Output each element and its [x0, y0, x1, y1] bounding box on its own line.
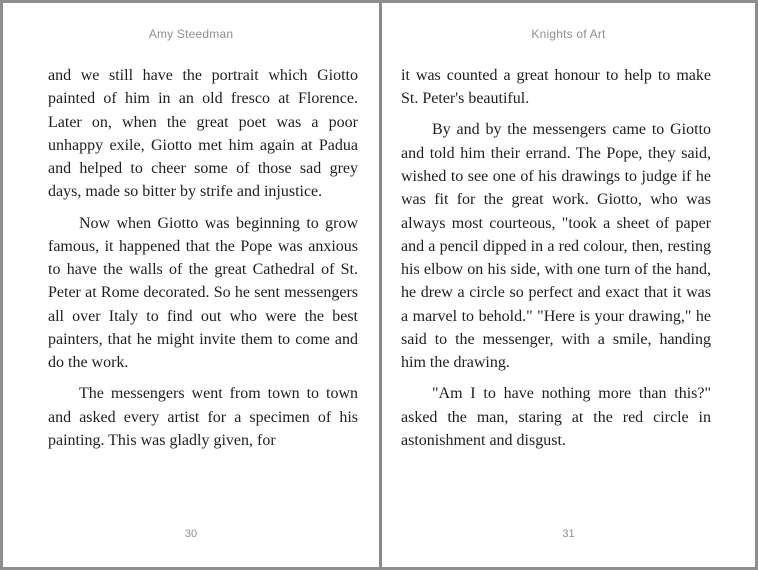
left-page-text — [48, 64, 358, 460]
left-paragraph-2: Now when Giotto was beginning to grow famous, it happened that the Pope was anxious to have the walls of the great Cathedral of St. Peter at Rome decorated. So he sent messengers all over Italy to find out who were the best painters, that he might invite them to come and do the work. — [48, 214, 358, 372]
right-page-text — [401, 64, 711, 460]
right-paragraph-1: it was counted a great honour to help to make St. Peter's beautiful. — [401, 67, 711, 108]
left-paragraph-3: The messengers went from town to town and asked every artist for a specimen of his painting. This was gladly given, for — [48, 385, 358, 450]
left-page-number: 30 — [184, 528, 198, 540]
left-page[interactable] — [3, 3, 379, 567]
right-running-head-title: Knights of Art — [531, 27, 606, 41]
left-paragraph-1: and we still have the portrait which Giotto painted of him in an old fresco at Florence. Later on, when the great poet was a poor unhappy exile, Giotto met him again at Padua and helped to cheer some of those sad grey days, made so bitter by strife and injustice. — [48, 67, 358, 201]
right-page[interactable] — [382, 3, 755, 567]
right-paragraph-2: By and by the messengers came to Giotto and told him their errand. The Pope, they said, wished to see one of his drawings to judge if he was fit for the great work. Giotto, who was always most courteous, "took a sheet of paper and a pencil dipped in a red colour, then, resting his elbow on his side, with one turn of the hand, he drew a circle so perfect and exact that it was a marvel to behold." "Here is your drawing," he said to the messenger, with a smile, handing him the drawing. — [401, 121, 711, 372]
right-page-number: 31 — [562, 528, 575, 540]
left-running-head-author: Amy Steedman — [148, 27, 234, 41]
right-paragraph-3: "Am I to have nothing more than this?" asked the man, staring at the red circle in astonishment and disgust. — [401, 385, 711, 450]
